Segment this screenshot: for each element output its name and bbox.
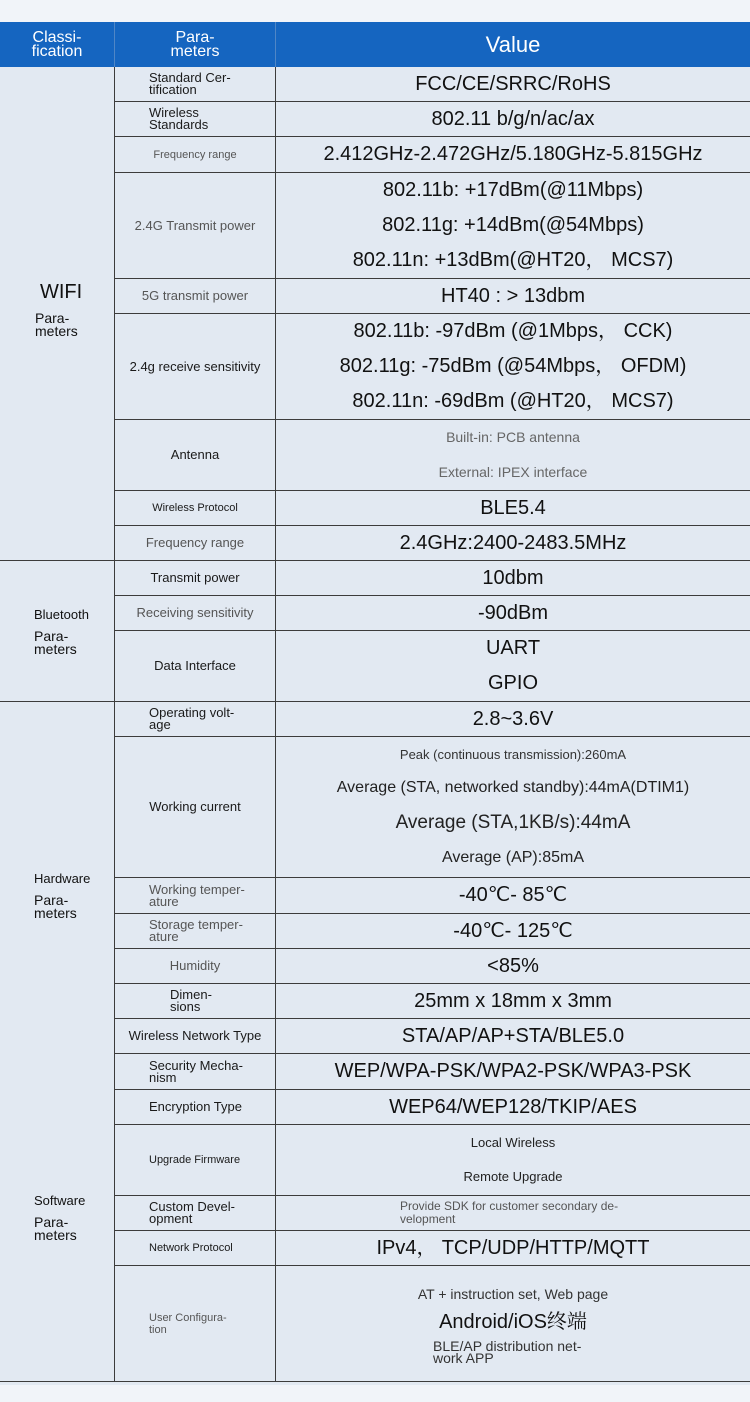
current-line-2: Average (STA, networked standby):44mA(DTIM1) [336,778,690,796]
category-hardware-name: Hardware [34,871,91,886]
category-bluetooth-name: Bluetooth [34,606,89,622]
param-security-mechanism: Security Mecha- nism [115,1054,276,1090]
value-security-mechanism: WEP/WPA-PSK/WPA2-PSK/WPA3-PSK [276,1054,750,1090]
param-24g-receive-sensitivity: 2.4g receive sensitivity [115,314,276,420]
param-user-configuration: User Configura- tion [115,1266,276,1382]
param-ble-frequency-range: Frequency range [115,526,276,561]
value-storage-temperature: -40℃- 125℃ [276,914,750,949]
category-wifi-sub: Para- meters [35,310,78,339]
current-line-3: Average (STA,1KB/s):44mA [395,811,631,833]
value-upgrade-firmware [276,1125,750,1196]
category-software [0,1054,115,1382]
user-config-line-2: Android/iOS终端 [439,1310,587,1333]
value-encryption-type: WEP64/WEP128/TKIP/AES [276,1090,750,1125]
value-humidity: <85% [276,949,750,984]
param-5g-transmit-power: 5G transmit power [115,279,276,314]
value-wireless-network-type: STA/AP/AP+STA/BLE5.0 [276,1019,750,1054]
current-line-1: Peak (continuous transmission):260mA [399,746,627,762]
tx24-line-3: 802.11n: +13dBm(@HT20， MCS7) [352,249,674,271]
param-transmit-power: Transmit power [115,561,276,596]
param-network-protocol: Network Protocol [115,1231,276,1266]
param-receiving-sensitivity: Receiving sensitivity [115,596,276,631]
value-working-current [276,737,750,878]
value-ble-frequency-range: 2.4GHz:2400-2483.5MHz [276,526,750,561]
header-parameters: Para- meters [115,22,276,67]
param-antenna: Antenna [115,420,276,491]
param-humidity: Humidity [115,949,276,984]
value-operating-voltage: 2.8~3.6V [276,702,750,737]
value-dimensions: 25mm x 18mm x 3mm [276,984,750,1019]
rx24-line-1: 802.11b: -97dBm (@1Mbps， CCK) [353,320,673,342]
value-wireless-protocol: BLE5.4 [276,491,750,526]
value-user-configuration [276,1266,750,1382]
user-config-line-1: AT + instruction set, Web page [417,1285,609,1302]
category-hardware [0,702,115,1090]
value-24g-transmit-power [276,173,750,279]
param-working-temperature: Working temper- ature [115,878,276,914]
category-wifi [0,67,115,561]
category-bluetooth [0,561,115,702]
category-wifi-name: WIFI [40,281,83,303]
param-custom-development: Custom Devel- opment [115,1196,276,1231]
param-storage-temperature: Storage temper- ature [115,914,276,949]
param-operating-voltage: Operating volt- age [115,702,276,737]
value-custom-development: Provide SDK for customer secondary de- velopment [276,1196,750,1231]
category-hardware-sub: Para- meters [34,892,77,921]
param-wireless-network-type: Wireless Network Type [115,1019,276,1054]
category-software-sub: Para- meters [34,1214,77,1243]
value-wireless-standards: 802.11 b/g/n/ac/ax [276,102,750,137]
upgrade-line-2: Remote Upgrade [463,1169,563,1184]
value-5g-transmit-power: HT40 : > 13dbm [276,279,750,314]
param-24g-transmit-power: 2.4G Transmit power [115,173,276,279]
antenna-line-1: Built-in: PCB antenna [446,429,580,445]
data-interface-line-1: UART [485,637,541,659]
category-software-name: Software [34,1193,86,1208]
param-wireless-standards: Wireless Standards [115,102,276,137]
param-working-current: Working current [115,737,276,878]
param-data-interface: Data Interface [115,631,276,702]
header-classification: Classi- fication [0,22,115,67]
param-upgrade-firmware: Upgrade Firmware [115,1125,276,1196]
upgrade-line-1: Local Wireless [470,1135,556,1150]
user-config-line-3: BLE/AP distribution net- work APP [433,1337,582,1366]
value-receiving-sensitivity: -90dBm [276,596,750,631]
param-encryption-type: Encryption Type [115,1090,276,1125]
tx24-line-1: 802.11b: +17dBm(@11Mbps) [382,179,644,201]
rx24-line-2: 802.11g: -75dBm (@54Mbps， OFDM) [339,355,687,377]
data-interface-line-2: GPIO [487,672,538,694]
param-dimensions: Dimen- sions [115,984,276,1019]
header-value: Value [276,22,750,67]
antenna-line-2: External: IPEX interface [438,464,588,480]
param-frequency-range: Frequency range [115,137,276,173]
value-data-interface [276,631,750,702]
param-wireless-protocol: Wireless Protocol [115,491,276,526]
tx24-line-2: 802.11g: +14dBm(@54Mbps) [382,214,644,236]
value-network-protocol: IPv4， TCP/UDP/HTTP/MQTT [276,1231,750,1266]
value-standard-certification: FCC/CE/SRRC/RoHS [276,67,750,102]
current-line-4: Average (AP):85mA [442,848,584,866]
param-standard-certification: Standard Cer- tification [115,67,276,102]
rx24-line-3: 802.11n: -69dBm (@HT20， MCS7) [352,390,674,412]
value-antenna [276,420,750,491]
category-bluetooth-sub: Para- meters [34,627,77,657]
value-transmit-power: 10dbm [276,561,750,596]
spec-table [0,22,750,1385]
value-working-temperature: -40℃- 85℃ [276,878,750,914]
value-24g-receive-sensitivity [276,314,750,420]
value-frequency-range: 2.412GHz-2.472GHz/5.180GHz-5.815GHz [276,137,750,173]
